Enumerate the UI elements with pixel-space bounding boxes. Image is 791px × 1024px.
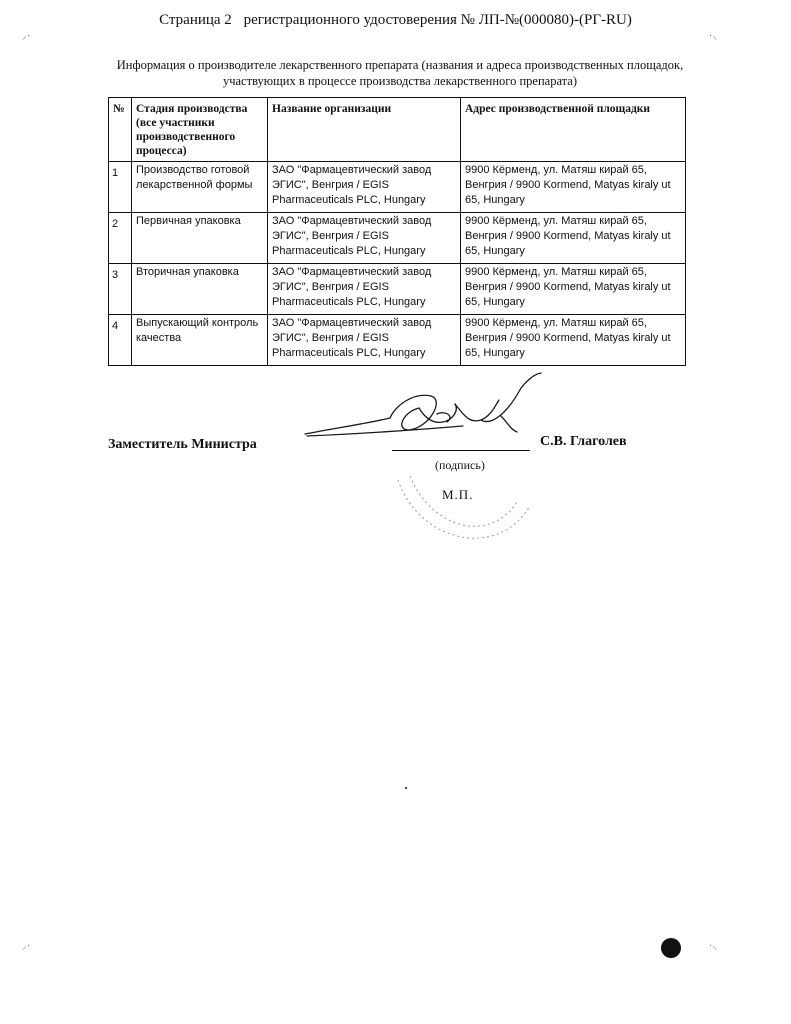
table-row bbox=[109, 213, 686, 264]
table-row bbox=[109, 162, 686, 213]
row-number: 2 bbox=[109, 213, 132, 264]
table-row bbox=[109, 264, 686, 315]
certificate-number-label: регистрационного удостоверения № ЛП-№(000080)-(РГ-RU) bbox=[243, 12, 632, 28]
table-header-row bbox=[109, 98, 686, 162]
info-heading-line-2: участвующих в процессе производства лекарственного препарата) bbox=[222, 74, 578, 88]
handwritten-signature bbox=[295, 372, 555, 462]
row-address: 9900 Кёрменд, ул. Матяш кирай 65, Венгрия / 9900 Kormend, Matyas kiraly ut 65, Hungary bbox=[461, 315, 686, 366]
row-organization: ЗАО "Фармацевтический завод ЭГИС", Венгрия / EGIS Pharmaceuticals PLC, Hungary bbox=[268, 264, 461, 315]
scan-corner-mark-icon: ·⸜ bbox=[709, 31, 718, 42]
row-address: 9900 Кёрменд, ул. Матяш кирай 65, Венгрия / 9900 Kormend, Matyas kiraly ut 65, Hungary bbox=[461, 213, 686, 264]
row-organization: ЗАО "Фармацевтический завод ЭГИС", Венгрия / EGIS Pharmaceuticals PLC, Hungary bbox=[268, 213, 461, 264]
column-header-organization: Название организации bbox=[268, 98, 461, 162]
table-row bbox=[109, 315, 686, 366]
row-address: 9900 Кёрменд, ул. Матяш кирай 65, Венгрия / 9900 Kormend, Matyas kiraly ut 65, Hungary bbox=[461, 264, 686, 315]
faint-seal-stamp bbox=[392, 470, 542, 550]
hole-punch-icon bbox=[661, 938, 681, 958]
row-stage: Первичная упаковка bbox=[132, 213, 268, 264]
row-organization: ЗАО "Фармацевтический завод ЭГИС", Венгрия / EGIS Pharmaceuticals PLC, Hungary bbox=[268, 162, 461, 213]
row-stage: Производство готовой лекарственной формы bbox=[132, 162, 268, 213]
signatory-title: Заместитель Министра bbox=[108, 437, 257, 452]
production-sites-table bbox=[108, 97, 686, 366]
page-number-label: Страница 2 bbox=[159, 12, 232, 28]
scan-corner-mark-icon: ⸝· bbox=[22, 31, 31, 42]
column-header-stage: Стадия производства (все участники производственного процесса) bbox=[132, 98, 268, 162]
row-organization: ЗАО "Фармацевтический завод ЭГИС", Венгрия / EGIS Pharmaceuticals PLC, Hungary bbox=[268, 315, 461, 366]
page-header bbox=[0, 12, 791, 29]
row-number: 4 bbox=[109, 315, 132, 366]
row-stage: Выпускающий контроль качества bbox=[132, 315, 268, 366]
signature-underline bbox=[392, 450, 530, 451]
row-number: 3 bbox=[109, 264, 132, 315]
signature-caption: (подпись) bbox=[435, 458, 485, 472]
scan-speck bbox=[405, 787, 407, 789]
manufacturer-info-heading bbox=[100, 57, 700, 89]
row-address: 9900 Кёрменд, ул. Матяш кирай 65, Венгрия / 9900 Kormend, Matyas kiraly ut 65, Hungary bbox=[461, 162, 686, 213]
stamp-place-label: М.П. bbox=[442, 487, 474, 502]
info-heading-line-1: Информация о производителе лекарственного препарата (названия и адреса производственных площадок, bbox=[116, 58, 684, 72]
column-header-number: № bbox=[109, 98, 132, 162]
scan-corner-mark-icon: ·⸜ bbox=[709, 941, 718, 952]
signatory-name: С.В. Глаголев bbox=[540, 434, 627, 449]
column-header-address: Адрес производственной площадки bbox=[461, 98, 686, 162]
scan-corner-mark-icon: ⸝· bbox=[22, 941, 31, 952]
row-stage: Вторичная упаковка bbox=[132, 264, 268, 315]
row-number: 1 bbox=[109, 162, 132, 213]
